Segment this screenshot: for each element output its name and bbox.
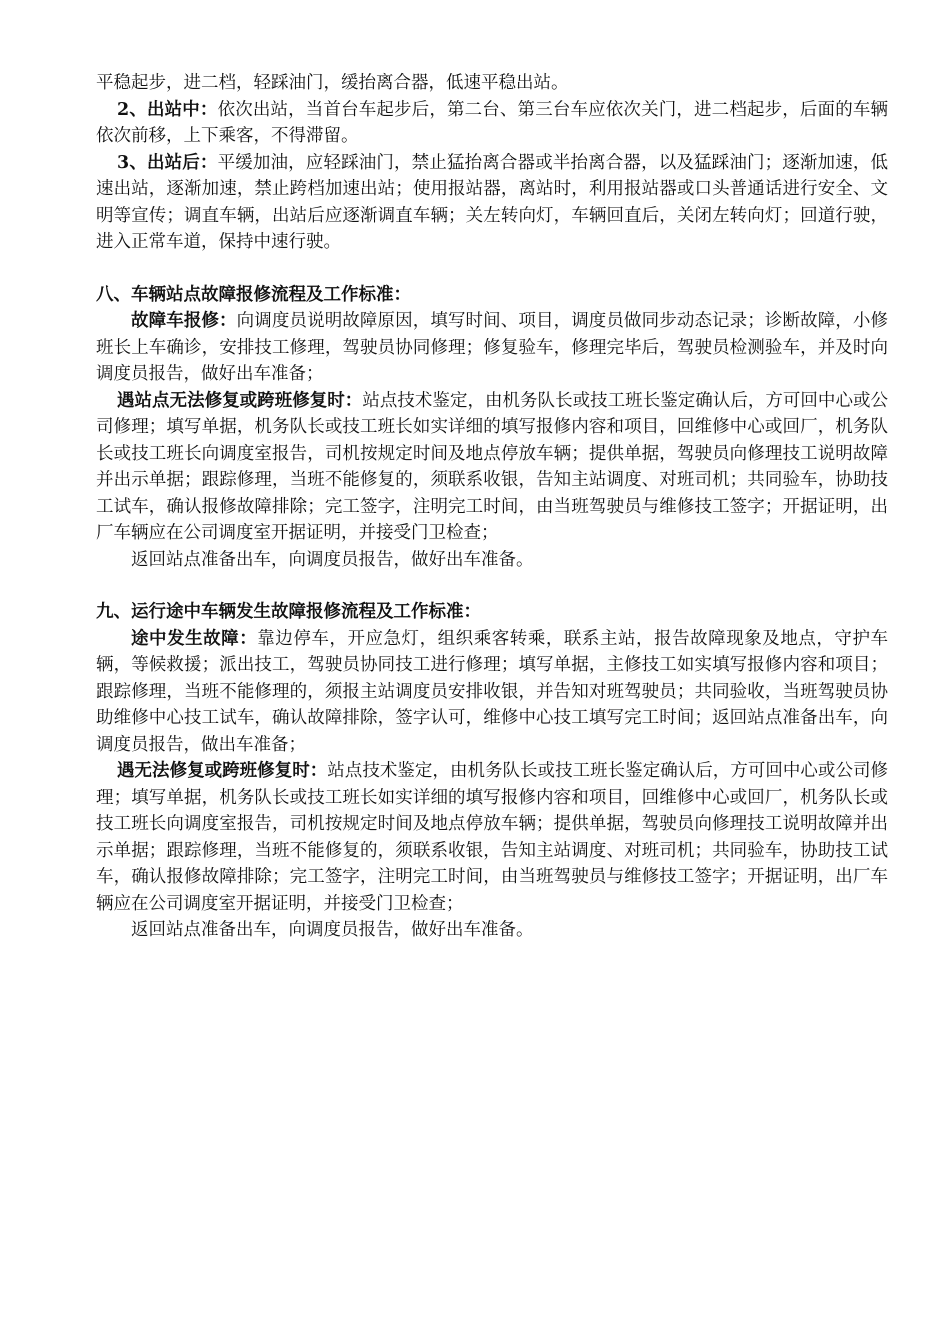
section-8 bbox=[96, 282, 888, 574]
section-9 bbox=[96, 599, 888, 944]
item-2-label: 2、出站中： bbox=[117, 99, 218, 120]
section-9-p1-text: 靠边停车，开应急灯，组织乘客转乘，联系主站，报告故障现象及地点，守护车辆，等候救援；派出技工，驾驶员协同技工进行修理；填写单据，主修技工如实填写报修内容和项目；跟踪修理，当班不能修理的，须报主站调度员安排收银，并告知对班驾驶员；共同验收，当班驾驶员协助维修中心技工试车，确认故障排除，签字认可，维修中心技工填写完工时间；返回站点准备出车，向调度员报告，做出车准备； bbox=[96, 628, 889, 755]
section-9-p2-label: 遇无法修复或跨班修复时： bbox=[117, 761, 328, 781]
section-8-paragraph-1 bbox=[96, 308, 888, 388]
section-9-p1-label: 途中发生故障： bbox=[131, 628, 258, 649]
section-8-p1-text: 向调度员说明故障原因，填写时间、项目，调度员做同步动态记录；诊断故障，小修班长上车确诊，安排技工修理，驾驶员协同修理；修复验车，修理完毕后，驾驶员检测验车，并及时向调度员报告，做好出车准备； bbox=[96, 311, 889, 384]
item-3-label: 3、出站后： bbox=[117, 152, 218, 173]
section-8-heading: 八、车辆站点故障报修流程及工作标准： bbox=[96, 284, 411, 305]
item-3-after-departure bbox=[96, 150, 888, 256]
section-8-paragraph-2 bbox=[96, 388, 888, 547]
section-9-heading: 九、运行途中车辆发生故障报修流程及工作标准： bbox=[96, 602, 481, 622]
section-9-paragraph-3: 返回站点准备出车，向调度员报告，做好出车准备。 bbox=[131, 920, 534, 940]
section-8-p2-text: 站点技术鉴定，由机务队长或技工班长鉴定确认后，方可回中心或公司修理；填写单据，机务队长或技工班长如实详细的填写报修内容和项目，回维修中心或回厂，机务队长或技工班长向调度室报告，司机按规定时间及地点停放车辆；提供单据，驾驶员向修理技工说明故障并出示单据；跟踪修理，当班不能修复的，须联系收银，告知主站调度、对班司机；共同验车，协助技工试车，确认报修故障排除；完工签字，注明完工时间，由当班驾驶员与维修技工签字；开据证明，出厂车辆应在公司调度室开据证明，并接受门卫检查； bbox=[96, 390, 889, 543]
section-8-p2-label: 遇站点无法修复或跨班修复时： bbox=[117, 390, 363, 411]
item-3-text: 平缓加油，应轻踩油门，禁止猛抬离合器或半抬离合器，以及猛踩油门；逐渐加速，低速出站，逐渐加速，禁止跨档加速出站；使用报站器，离站时，利用报站器或口头普通话进行安全、文明等宣传；调直车辆，出站后应逐渐调直车辆；关左转向灯，车辆回直后，关闭左转向灯；回道行驶，进入正常车道，保持中速行驶。 bbox=[96, 152, 888, 252]
paragraph-depart-start: 平稳起步，进二档，轻踩油门，缓抬离合器，低速平稳出站。 bbox=[96, 73, 569, 93]
section-8-paragraph-3: 返回站点准备出车，向调度员报告，做好出车准备。 bbox=[131, 549, 534, 570]
item-2-departing bbox=[96, 97, 888, 150]
section-9-paragraph-1 bbox=[96, 626, 888, 759]
item-2-text: 依次出站，当首台车起步后，第二台、第三台车应依次关门，进二档起步，后面的车辆依次前移，上下乘客，不得滞留。 bbox=[96, 99, 888, 146]
section-8-p1-label: 故障车报修： bbox=[131, 311, 237, 331]
document-body bbox=[96, 70, 888, 944]
section-9-p2-text: 站点技术鉴定，由机务队长或技工班长鉴定确认后，方可回中心或公司修理；填写单据，机务队长或技工班长如实详细的填写报修内容和项目，回维修中心或回厂，机务队长或技工班长向调度室报告，司机按规定时间及地点停放车辆；提供单据，驾驶员向修理技工说明故障并出示单据；跟踪修理，当班不能修复的，须联系收银，告知主站调度、对班司机；共同验车，协助技工试车，确认报修故障排除；完工签字，注明完工时间，由当班驾驶员与维修技工签字；开据证明，出厂车辆应在公司调度室开据证明，并接受门卫检查； bbox=[96, 761, 888, 914]
section-9-paragraph-2 bbox=[96, 758, 888, 917]
